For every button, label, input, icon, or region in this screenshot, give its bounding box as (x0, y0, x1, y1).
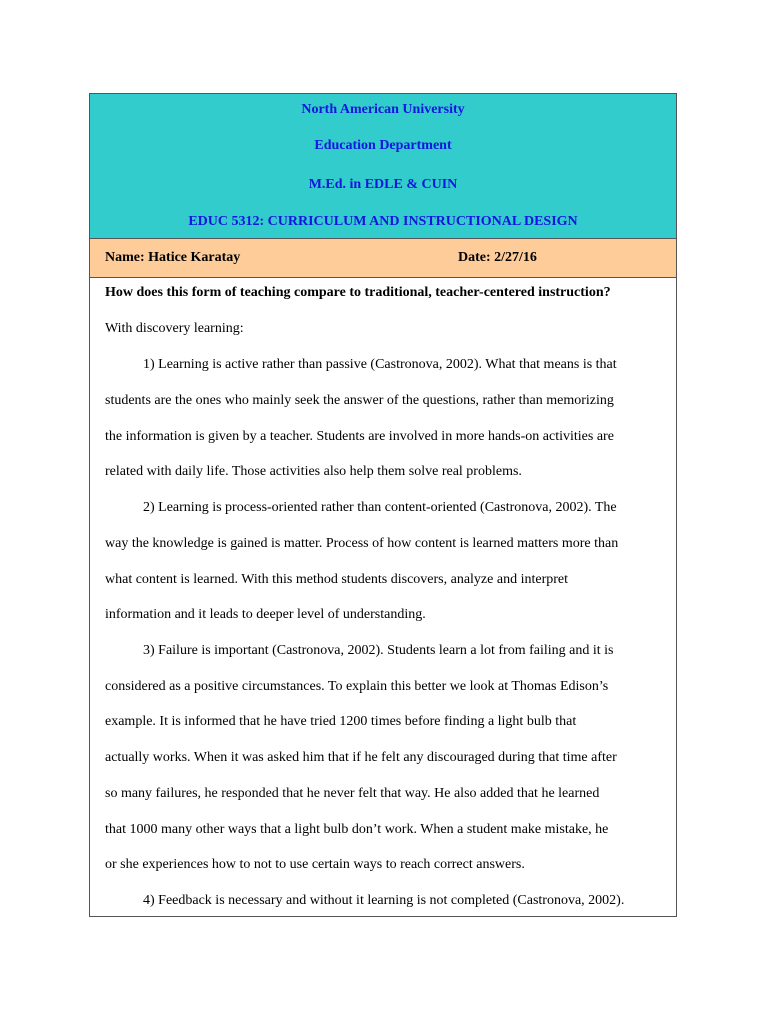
submission-date: Date: 2/27/16 (458, 250, 537, 265)
program-title: M.Ed. in EDLE & CUIN (308, 177, 458, 192)
body-line: that 1000 many other ways that a light bulb don’t work. When a student make mistake, he (105, 822, 609, 837)
document-table (89, 93, 677, 917)
body-line: way the knowledge is gained is matter. Process of how content is learned matters more than (105, 536, 619, 551)
student-name: Name: Hatice Karatay (105, 250, 241, 265)
body-line: 3) Failure is important (Castronova, 2002). Students learn a lot from failing and it is (143, 643, 614, 658)
body-line: considered as a positive circumstances. To explain this better we look at Thomas Edison’s (105, 679, 609, 694)
university-title: North American University (301, 102, 465, 117)
body-line: 2) Learning is process-oriented rather than content-oriented (Castronova, 2002). The (143, 500, 617, 515)
body-line: the information is given by a teacher. Students are involved in more hands-on activities are (105, 429, 614, 444)
info-row (90, 239, 676, 278)
answer-body (90, 278, 676, 916)
body-line: actually works. When it was asked him that if he felt any discouraged during that time after (105, 750, 617, 765)
question-text: How does this form of teaching compare to traditional, teacher-centered instruction? (105, 285, 611, 300)
body-line: so many failures, he responded that he never felt that way. He also added that he learned (105, 786, 600, 801)
body-line: With discovery learning: (105, 321, 244, 336)
body-line: 4) Feedback is necessary and without it learning is not completed (Castronova, 2002). (143, 893, 625, 908)
body-line: or she experiences how to not to use certain ways to reach correct answers. (105, 857, 525, 872)
header-block (90, 94, 676, 239)
body-line: students are the ones who mainly seek the answer of the questions, rather than memorizing (105, 393, 614, 408)
course-title: EDUC 5312: CURRICULUM AND INSTRUCTIONAL DESIGN (188, 214, 578, 229)
body-line: what content is learned. With this method students discovers, analyze and interpret (105, 572, 568, 587)
body-line: related with daily life. Those activities also help them solve real problems. (105, 464, 522, 479)
body-line: example. It is informed that he have tried 1200 times before finding a light bulb that (105, 714, 577, 729)
department-title: Education Department (314, 138, 452, 153)
body-line: 1) Learning is active rather than passive (Castronova, 2002). What that means is that (143, 357, 617, 372)
body-line: information and it leads to deeper level of understanding. (105, 607, 426, 622)
